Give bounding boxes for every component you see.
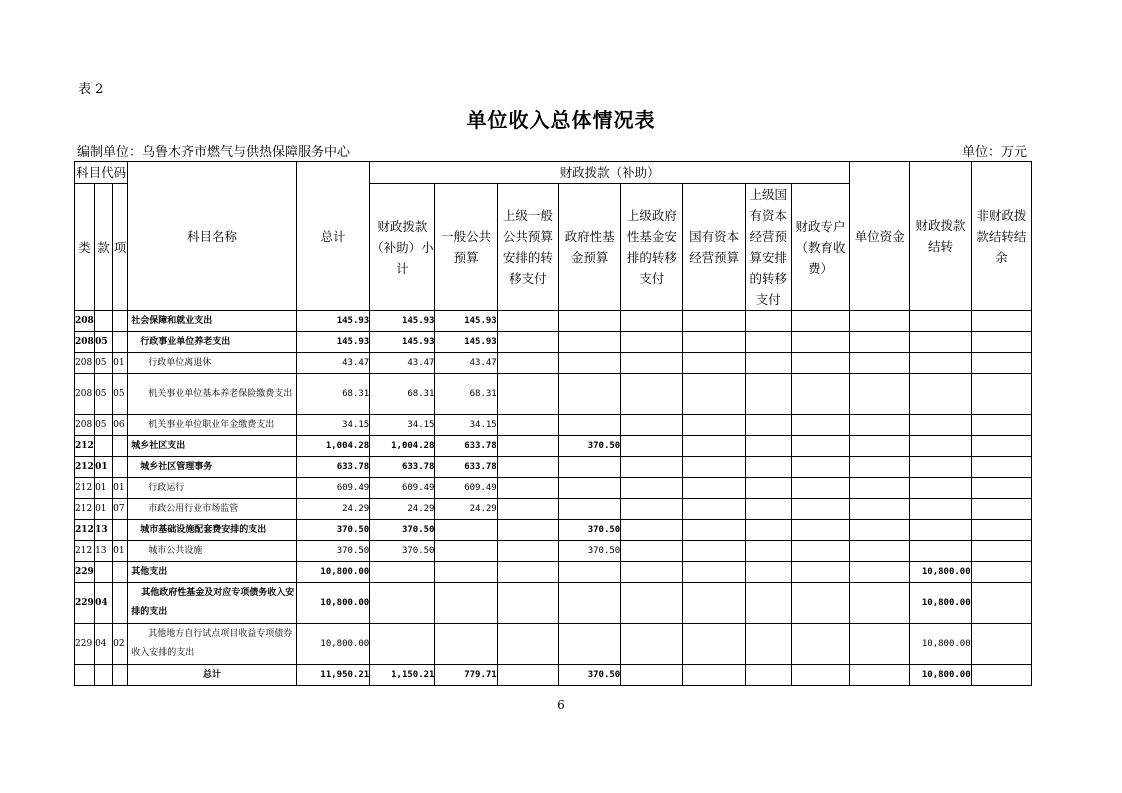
total-cell: 1,004.28 [296, 436, 369, 457]
header-upper-state-capital: 上级国有资本经营预算安排的转移支付 [745, 184, 791, 311]
carryover-cell [910, 541, 971, 562]
gov-fund-cell [558, 562, 620, 583]
total-row-label: 总计 [128, 665, 297, 686]
general-budget-cell: 633.78 [435, 457, 497, 478]
xiang-cell [113, 457, 128, 478]
header-subject-name: 科目名称 [128, 162, 297, 311]
xiang-cell [113, 583, 128, 624]
kuan-cell: 13 [95, 520, 113, 541]
header-fiscal-group: 财政拨款（补助） [370, 162, 850, 184]
kuan-cell: 05 [95, 332, 113, 353]
carryover-cell: 10,800.00 [910, 583, 971, 624]
kuan-cell: 01 [95, 478, 113, 499]
subtotal-cell: 145.93 [370, 311, 435, 332]
total-cell: 633.78 [296, 457, 369, 478]
currency-unit-label: 单位：万元 [961, 145, 1027, 160]
lei-cell: 212 [75, 478, 95, 499]
xiang-cell [113, 311, 128, 332]
subtotal-cell: 34.15 [370, 415, 435, 436]
subject-name-cell: 城市公共设施 [128, 541, 297, 562]
total-cell: 10,800.00 [296, 562, 369, 583]
header-upper-gov-fund: 上级政府性基金安排的转移支付 [621, 184, 683, 311]
table-row [75, 624, 1032, 665]
carryover-cell [910, 436, 971, 457]
total-cell: 11,950.21 [296, 665, 369, 686]
general-budget-cell: 779.71 [435, 665, 497, 686]
kuan-cell: 05 [95, 353, 113, 374]
table-row [75, 436, 1032, 457]
subject-name-cell: 其他政府性基金及对应专项债务收入安排的支出 [128, 583, 297, 624]
xiang-cell: 01 [113, 541, 128, 562]
carryover-cell [910, 457, 971, 478]
xiang-cell: 05 [113, 374, 128, 415]
header-lei: 类 [75, 184, 95, 311]
header-unit-funds: 单位资金 [850, 162, 910, 311]
subject-name-cell: 其他地方自行试点项目收益专项债券收入安排的支出 [128, 624, 297, 665]
general-budget-cell: 609.49 [435, 478, 497, 499]
gov-fund-cell: 370.50 [558, 541, 620, 562]
subtotal-cell: 370.50 [370, 520, 435, 541]
table-row [75, 415, 1032, 436]
header-kuan: 款 [95, 184, 113, 311]
subject-name-cell: 城市基础设施配套费安排的支出 [128, 520, 297, 541]
kuan-cell: 04 [95, 624, 113, 665]
subtotal-cell: 370.50 [370, 541, 435, 562]
carryover-cell [910, 332, 971, 353]
subject-name-cell: 行政单位离退休 [128, 353, 297, 374]
lei-cell: 212 [75, 520, 95, 541]
table-row [75, 520, 1032, 541]
total-row [75, 665, 1032, 686]
table-row [75, 583, 1032, 624]
xiang-cell [113, 562, 128, 583]
carryover-cell: 10,800.00 [910, 665, 971, 686]
subtotal-cell [370, 624, 435, 665]
general-budget-cell: 633.78 [435, 436, 497, 457]
general-budget-cell [435, 541, 497, 562]
header-gov-fund: 政府性基金预算 [558, 184, 620, 311]
carryover-cell [910, 353, 971, 374]
total-cell: 609.49 [296, 478, 369, 499]
header-fiscal-subtotal: 财政拨款（补助）小计 [370, 184, 435, 311]
carryover-cell [910, 374, 971, 415]
xiang-cell: 07 [113, 499, 128, 520]
gov-fund-cell [558, 624, 620, 665]
xiang-cell: 02 [113, 624, 128, 665]
gov-fund-cell [558, 478, 620, 499]
kuan-cell: 04 [95, 583, 113, 624]
gov-fund-cell: 370.50 [558, 665, 620, 686]
general-budget-cell: 145.93 [435, 311, 497, 332]
kuan-cell: 01 [95, 499, 113, 520]
page-number: 6 [557, 698, 565, 712]
general-budget-cell [435, 562, 497, 583]
table-row [75, 332, 1032, 353]
total-cell: 370.50 [296, 520, 369, 541]
table-row [75, 311, 1032, 332]
xiang-cell: 01 [113, 353, 128, 374]
header-subject-code: 科目代码 [75, 162, 128, 184]
total-cell: 10,800.00 [296, 583, 369, 624]
xiang-cell: 01 [113, 478, 128, 499]
lei-cell: 208 [75, 415, 95, 436]
kuan-cell [95, 436, 113, 457]
subject-name-cell: 行政运行 [128, 478, 297, 499]
gov-fund-cell: 370.50 [558, 436, 620, 457]
gov-fund-cell [558, 311, 620, 332]
subtotal-cell: 609.49 [370, 478, 435, 499]
lei-cell: 208 [75, 311, 95, 332]
subtotal-cell: 633.78 [370, 457, 435, 478]
general-budget-cell [435, 624, 497, 665]
income-summary-table [74, 161, 1032, 686]
lei-cell: 229 [75, 624, 95, 665]
header-nonfiscal-carryover: 非财政拨款结转结余 [971, 162, 1031, 311]
kuan-cell [95, 311, 113, 332]
total-cell: 145.93 [296, 311, 369, 332]
xiang-cell: 06 [113, 415, 128, 436]
header-fiscal-carryover: 财政拨款结转 [910, 162, 971, 311]
lei-cell: 229 [75, 583, 95, 624]
carryover-cell [910, 415, 971, 436]
page-title: 单位收入总体情况表 [466, 108, 656, 132]
table-row [75, 353, 1032, 374]
subtotal-cell: 1,004.28 [370, 436, 435, 457]
total-cell: 10,800.00 [296, 624, 369, 665]
gov-fund-cell [558, 499, 620, 520]
gov-fund-cell [558, 374, 620, 415]
header-total: 总计 [296, 162, 369, 311]
header-state-capital: 国有资本经营预算 [683, 184, 745, 311]
subject-name-cell: 城乡社区支出 [128, 436, 297, 457]
total-cell: 34.15 [296, 415, 369, 436]
header-upper-general: 上级一般公共预算安排的转移支付 [497, 184, 558, 311]
header-general-budget: 一般公共预算 [435, 184, 497, 311]
gov-fund-cell [558, 583, 620, 624]
compiling-unit-label: 编制单位：乌鲁木齐市燃气与供热保障服务中心 [77, 145, 351, 160]
general-budget-cell: 34.15 [435, 415, 497, 436]
kuan-cell: 05 [95, 415, 113, 436]
general-budget-cell [435, 520, 497, 541]
kuan-cell: 13 [95, 541, 113, 562]
table-row [75, 562, 1032, 583]
carryover-cell: 10,800.00 [910, 562, 971, 583]
subject-name-cell: 机关事业单位职业年金缴费支出 [128, 415, 297, 436]
lei-cell: 212 [75, 457, 95, 478]
subtotal-cell: 43.47 [370, 353, 435, 374]
subtotal-cell: 145.93 [370, 332, 435, 353]
kuan-cell: 05 [95, 374, 113, 415]
lei-cell: 212 [75, 436, 95, 457]
general-budget-cell: 68.31 [435, 374, 497, 415]
total-cell: 24.29 [296, 499, 369, 520]
general-budget-cell: 145.93 [435, 332, 497, 353]
gov-fund-cell [558, 415, 620, 436]
lei-cell: 208 [75, 374, 95, 415]
carryover-cell: 10,800.00 [910, 624, 971, 665]
general-budget-cell [435, 583, 497, 624]
carryover-cell [910, 520, 971, 541]
subtotal-cell [370, 562, 435, 583]
xiang-cell [113, 332, 128, 353]
subtotal-cell: 68.31 [370, 374, 435, 415]
gov-fund-cell [558, 353, 620, 374]
total-cell: 68.31 [296, 374, 369, 415]
table-row [75, 499, 1032, 520]
subject-name-cell: 机关事业单位基本养老保险缴费支出 [128, 374, 297, 415]
table-row [75, 478, 1032, 499]
lei-cell: 229 [75, 562, 95, 583]
subject-name-cell: 城乡社区管理事务 [128, 457, 297, 478]
lei-cell: 208 [75, 353, 95, 374]
table-row [75, 374, 1032, 415]
table-row [75, 541, 1032, 562]
gov-fund-cell [558, 332, 620, 353]
xiang-cell [113, 436, 128, 457]
header-fiscal-special: 财政专户（教育收费） [791, 184, 849, 311]
subject-name-cell: 行政事业单位养老支出 [128, 332, 297, 353]
total-cell: 43.47 [296, 353, 369, 374]
gov-fund-cell: 370.50 [558, 520, 620, 541]
xiang-cell [113, 520, 128, 541]
subject-name-cell: 其他支出 [128, 562, 297, 583]
subject-name-cell: 社会保障和就业支出 [128, 311, 297, 332]
kuan-cell [95, 562, 113, 583]
lei-cell: 212 [75, 499, 95, 520]
carryover-cell [910, 499, 971, 520]
carryover-cell [910, 311, 971, 332]
kuan-cell: 01 [95, 457, 113, 478]
subtotal-cell: 1,150.21 [370, 665, 435, 686]
table-row [75, 457, 1032, 478]
header-xiang: 项 [113, 184, 128, 311]
carryover-cell [910, 478, 971, 499]
subtotal-cell: 24.29 [370, 499, 435, 520]
general-budget-cell: 43.47 [435, 353, 497, 374]
subject-name-cell: 市政公用行业市场监管 [128, 499, 297, 520]
gov-fund-cell [558, 457, 620, 478]
lei-cell: 212 [75, 541, 95, 562]
subtotal-cell [370, 583, 435, 624]
total-cell: 145.93 [296, 332, 369, 353]
table-number-label: 表 2 [78, 82, 104, 97]
general-budget-cell: 24.29 [435, 499, 497, 520]
lei-cell: 208 [75, 332, 95, 353]
total-cell: 370.50 [296, 541, 369, 562]
